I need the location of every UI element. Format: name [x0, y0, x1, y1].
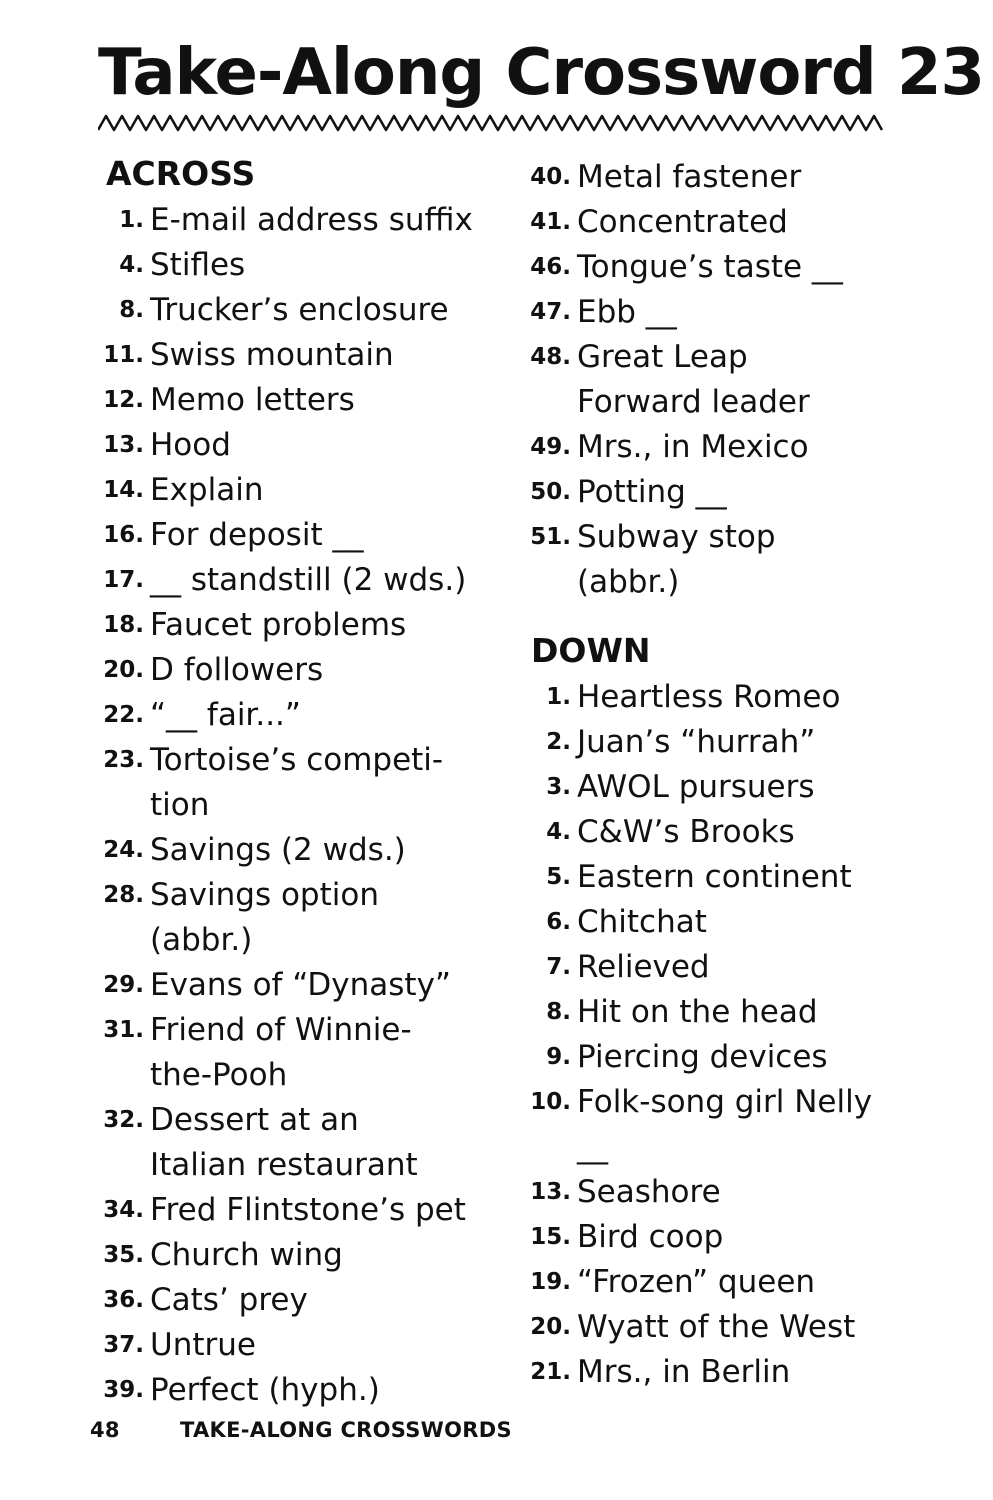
- clue-line: Heartless Romeo: [577, 679, 841, 715]
- clue-item: [515, 290, 915, 335]
- clue-text: [150, 1368, 500, 1413]
- clue-text: [577, 1260, 915, 1305]
- clue-text: [577, 470, 915, 515]
- book-title: TAKE-ALONG CROSSWORDS: [180, 1418, 512, 1442]
- clue-text: [150, 1008, 500, 1098]
- clue-item: [515, 335, 915, 425]
- clue-text: [577, 1080, 915, 1170]
- down-heading: DOWN: [531, 631, 651, 670]
- clue-number: 34.: [103, 1197, 144, 1223]
- clue-number: 11.: [103, 342, 144, 368]
- clue-number: 36.: [103, 1287, 144, 1313]
- section-gap: [515, 605, 915, 627]
- clue-line: Piercing devices: [577, 1039, 828, 1075]
- clue-text: [577, 290, 915, 335]
- clue-number: 4.: [119, 252, 144, 278]
- clue-line: Hit on the head: [577, 994, 818, 1030]
- clue-number: 29.: [103, 972, 144, 998]
- clue-item: [90, 1278, 500, 1323]
- clue-item: [515, 990, 915, 1035]
- clue-number: 6.: [546, 909, 571, 935]
- clue-line: “Frozen” queen: [577, 1264, 816, 1300]
- clue-number: 19.: [530, 1269, 571, 1295]
- clue-item: [515, 1080, 915, 1170]
- clue-item: [90, 558, 500, 603]
- clue-number: 28.: [103, 882, 144, 908]
- clue-item: [90, 648, 500, 693]
- clue-text: [150, 1278, 500, 1323]
- clue-line: Ebb __: [577, 294, 677, 330]
- clue-number: 9.: [546, 1044, 571, 1070]
- clue-number: 8.: [546, 999, 571, 1025]
- clue-number: 8.: [119, 297, 144, 323]
- clue-line: the-Pooh: [150, 1057, 288, 1093]
- clue-line: D followers: [150, 652, 324, 688]
- clue-line: Concentrated: [577, 204, 788, 240]
- clue-item: [515, 515, 915, 605]
- clue-item: [90, 693, 500, 738]
- clue-item: [90, 873, 500, 963]
- clue-number: 20.: [103, 657, 144, 683]
- clue-item: [90, 288, 500, 333]
- down-clue-list: [515, 675, 915, 1395]
- clue-item: [90, 333, 500, 378]
- clue-number: 46.: [530, 254, 571, 280]
- clue-number: 49.: [530, 434, 571, 460]
- clue-item: [90, 468, 500, 513]
- clue-text: [150, 1188, 500, 1233]
- clue-line: Mrs., in Berlin: [577, 1354, 791, 1390]
- clue-line: (abbr.): [150, 922, 253, 958]
- clue-number: 35.: [103, 1242, 144, 1268]
- clue-line: Swiss mountain: [150, 337, 394, 373]
- clue-text: [577, 1215, 915, 1260]
- clue-text: [150, 648, 500, 693]
- clue-item: [515, 1170, 915, 1215]
- clue-line: Church wing: [150, 1237, 343, 1273]
- clue-line: Mrs., in Mexico: [577, 429, 809, 465]
- clue-text: [577, 425, 915, 470]
- clue-item: [515, 900, 915, 945]
- clue-item: [90, 1323, 500, 1368]
- clue-item: [90, 1188, 500, 1233]
- clue-number: 13.: [103, 432, 144, 458]
- clue-text: [577, 335, 915, 425]
- clue-line: Perfect (hyph.): [150, 1372, 380, 1408]
- clue-item: [515, 155, 915, 200]
- clue-line: Memo letters: [150, 382, 355, 418]
- clue-text: [150, 333, 500, 378]
- clue-line: Potting __: [577, 474, 727, 510]
- clue-item: [90, 243, 500, 288]
- clue-number: 50.: [530, 479, 571, 505]
- clue-line: Relieved: [577, 949, 710, 985]
- clue-text: [577, 515, 915, 605]
- clue-item: [90, 423, 500, 468]
- clue-text: [577, 1035, 915, 1080]
- clue-number: 5.: [546, 864, 571, 890]
- clue-number: 1.: [119, 207, 144, 233]
- clue-text: [577, 720, 915, 765]
- clue-item: [90, 738, 500, 828]
- clue-text: [577, 765, 915, 810]
- clue-line: Metal fastener: [577, 159, 802, 195]
- clue-item: [515, 855, 915, 900]
- clue-text: [150, 513, 500, 558]
- clue-line: “__ fair...”: [150, 697, 301, 733]
- clue-number: 41.: [530, 209, 571, 235]
- across-clue-list: [90, 198, 500, 1413]
- clue-text: [577, 1350, 915, 1395]
- clue-line: Faucet problems: [150, 607, 407, 643]
- clue-line: Friend of Winnie-: [150, 1012, 412, 1048]
- clue-line: Forward leader: [577, 384, 810, 420]
- clue-number: 3.: [546, 774, 571, 800]
- clue-item: [515, 720, 915, 765]
- clue-item: [515, 470, 915, 515]
- clue-text: [577, 1170, 915, 1215]
- clue-text: [577, 990, 915, 1035]
- page-number: 48: [90, 1418, 120, 1442]
- clue-number: 15.: [530, 1224, 571, 1250]
- clue-item: [515, 1260, 915, 1305]
- clue-line: Folk-song girl Nelly: [577, 1084, 873, 1120]
- clue-item: [90, 1233, 500, 1278]
- clue-item: [515, 1350, 915, 1395]
- clue-number: 31.: [103, 1017, 144, 1043]
- clue-text: [150, 693, 500, 738]
- clue-number: 16.: [103, 522, 144, 548]
- left-column: [90, 150, 500, 1413]
- page-footer: [90, 1418, 512, 1442]
- clue-text: [150, 1233, 500, 1278]
- clue-text: [150, 738, 500, 828]
- clue-number: 23.: [103, 747, 144, 773]
- clue-text: [150, 873, 500, 963]
- clue-text: [150, 603, 500, 648]
- clue-text: [150, 423, 500, 468]
- clue-number: 21.: [530, 1359, 571, 1385]
- clue-number: 7.: [546, 954, 571, 980]
- clue-line: Italian restaurant: [150, 1147, 418, 1183]
- clue-line: Stifles: [150, 247, 246, 283]
- clue-line: Dessert at an: [150, 1102, 359, 1138]
- clue-item: [90, 378, 500, 423]
- clue-item: [90, 198, 500, 243]
- clue-number: 48.: [530, 344, 571, 370]
- clue-item: [515, 1215, 915, 1260]
- clue-item: [90, 1368, 500, 1413]
- clue-number: 1.: [546, 684, 571, 710]
- clue-line: Chitchat: [577, 904, 707, 940]
- clue-line: AWOL pursuers: [577, 769, 815, 805]
- clue-text: [150, 198, 500, 243]
- clue-number: 32.: [103, 1107, 144, 1133]
- clue-number: 40.: [530, 164, 571, 190]
- right-column: [515, 155, 915, 1395]
- clue-line: Evans of “Dynasty”: [150, 967, 451, 1003]
- clue-text: [150, 963, 500, 1008]
- clue-line: tion: [150, 787, 210, 823]
- clue-line: __: [577, 1129, 608, 1165]
- clue-item: [515, 1305, 915, 1350]
- clue-line: Wyatt of the West: [577, 1309, 856, 1345]
- clue-item: [515, 1035, 915, 1080]
- clue-text: [577, 900, 915, 945]
- clue-line: (abbr.): [577, 564, 680, 600]
- clue-number: 14.: [103, 477, 144, 503]
- clue-item: [515, 425, 915, 470]
- across-heading: ACROSS: [106, 154, 256, 193]
- clue-item: [90, 603, 500, 648]
- clue-line: Trucker’s enclosure: [150, 292, 449, 328]
- clue-text: [150, 378, 500, 423]
- clue-number: 39.: [103, 1377, 144, 1403]
- clue-number: 4.: [546, 819, 571, 845]
- clue-item: [515, 200, 915, 245]
- clue-text: [150, 828, 500, 873]
- clue-item: [90, 963, 500, 1008]
- clue-text: [577, 810, 915, 855]
- clue-line: C&W’s Brooks: [577, 814, 795, 850]
- clue-number: 12.: [103, 387, 144, 413]
- clue-text: [577, 675, 915, 720]
- clue-number: 51.: [530, 524, 571, 550]
- clue-number: 18.: [103, 612, 144, 638]
- clue-text: [150, 243, 500, 288]
- clue-item: [515, 675, 915, 720]
- clue-line: Hood: [150, 427, 231, 463]
- clue-text: [577, 245, 915, 290]
- clue-number: 37.: [103, 1332, 144, 1358]
- clue-line: E-mail address suffix: [150, 202, 473, 238]
- clue-line: Savings (2 wds.): [150, 832, 406, 868]
- clue-number: 24.: [103, 837, 144, 863]
- clue-line: Juan’s “hurrah”: [577, 724, 816, 760]
- clue-item: [515, 945, 915, 990]
- zigzag-divider: [98, 112, 890, 134]
- clue-line: Explain: [150, 472, 264, 508]
- page-title: Take-Along Crossword 23: [98, 36, 984, 110]
- clue-number: 10.: [530, 1089, 571, 1115]
- clue-text: [577, 945, 915, 990]
- clue-number: 20.: [530, 1314, 571, 1340]
- clue-line: Untrue: [150, 1327, 256, 1363]
- clue-item: [515, 810, 915, 855]
- clue-number: 47.: [530, 299, 571, 325]
- clue-line: Subway stop: [577, 519, 776, 555]
- clue-text: [577, 1305, 915, 1350]
- clue-line: Cats’ prey: [150, 1282, 308, 1318]
- clue-text: [150, 468, 500, 513]
- clue-text: [150, 1098, 500, 1188]
- clue-text: [150, 1323, 500, 1368]
- clue-text: [150, 288, 500, 333]
- clue-text: [577, 200, 915, 245]
- clue-number: 2.: [546, 729, 571, 755]
- clue-item: [90, 1008, 500, 1098]
- clue-item: [515, 765, 915, 810]
- clue-item: [90, 1098, 500, 1188]
- clue-text: [577, 855, 915, 900]
- clue-text: [150, 558, 500, 603]
- clue-line: Fred Flintstone’s pet: [150, 1192, 466, 1228]
- clue-number: 13.: [530, 1179, 571, 1205]
- clue-number: 17.: [103, 567, 144, 593]
- clue-line: Great Leap: [577, 339, 748, 375]
- clue-item: [90, 828, 500, 873]
- clue-line: For deposit __: [150, 517, 364, 553]
- clue-line: Bird coop: [577, 1219, 724, 1255]
- clue-line: __ standstill (2 wds.): [150, 562, 467, 598]
- clue-line: Tongue’s taste __: [577, 249, 843, 285]
- clue-line: Eastern continent: [577, 859, 852, 895]
- clue-item: [515, 245, 915, 290]
- clue-number: 22.: [103, 702, 144, 728]
- clue-item: [90, 513, 500, 558]
- clue-line: Seashore: [577, 1174, 721, 1210]
- clue-line: Tortoise’s competi-: [150, 742, 444, 778]
- clue-line: Savings option: [150, 877, 379, 913]
- clue-text: [577, 155, 915, 200]
- across-clue-list-continued: [515, 155, 915, 605]
